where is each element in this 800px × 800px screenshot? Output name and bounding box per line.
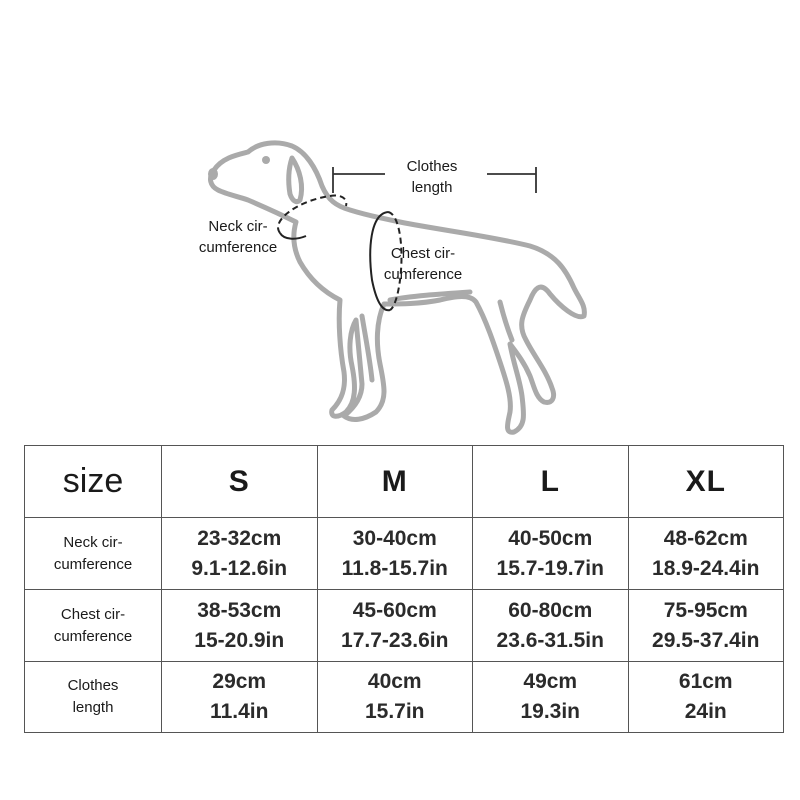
- size-chart-table: [24, 445, 784, 733]
- cell-cm: 40cm: [367, 670, 422, 693]
- cell-in: 11.8-15.7in: [341, 556, 448, 580]
- cell-in: 15.7-19.7in: [496, 556, 604, 580]
- cell-in: 24in: [684, 700, 727, 723]
- cell-length-xl: [628, 662, 784, 733]
- cell-in: 23.6-31.5in: [496, 628, 604, 652]
- cell-cm: 29cm: [212, 670, 267, 693]
- cell-cm: 60-80cm: [508, 598, 593, 622]
- dog-eye: [262, 156, 270, 164]
- table-row-neck: [25, 518, 784, 590]
- row-label-line2: cumference: [53, 555, 133, 573]
- cell-cm: 40-50cm: [508, 526, 593, 550]
- table-header-row: [25, 446, 784, 518]
- chest-label-line1: Chest cir-: [390, 245, 456, 262]
- size-xl-header: XL: [628, 446, 784, 518]
- cell-chest-m: [317, 590, 473, 662]
- clothes-label-line2: length: [411, 179, 453, 196]
- row-label-line1: Neck cir-: [63, 533, 123, 551]
- cell-neck-xl: [628, 518, 784, 590]
- cell-length-l: [473, 662, 629, 733]
- cell-neck-l: [473, 518, 629, 590]
- clothes-length-label: [386, 156, 478, 198]
- row-label-line2: length: [72, 699, 114, 716]
- row-label-line1: Clothes: [67, 677, 119, 694]
- cell-in: 29.5-37.4in: [652, 628, 760, 652]
- dog-nose: [208, 168, 218, 180]
- chest-label-line2: cumference: [383, 266, 463, 283]
- size-s-header: S: [162, 446, 318, 518]
- table-row-chest: [25, 590, 784, 662]
- row-label-line1: Chest cir-: [60, 605, 126, 623]
- chest-circumference-label: [372, 243, 474, 285]
- cell-neck-s: [162, 518, 318, 590]
- row-label-chest: [25, 590, 162, 662]
- size-header: size: [25, 446, 162, 518]
- neck-circumference-label: [184, 216, 292, 258]
- cell-cm: 61cm: [678, 670, 733, 693]
- cell-in: 15.7in: [364, 700, 425, 723]
- clothes-label-line1: Clothes: [406, 158, 458, 175]
- cell-chest-s: [162, 590, 318, 662]
- cell-length-m: [317, 662, 473, 733]
- cell-cm: 45-60cm: [352, 598, 437, 622]
- cell-in: 17.7-23.6in: [341, 628, 449, 652]
- row-label-line2: cumference: [53, 627, 133, 645]
- size-l-header: L: [473, 446, 629, 518]
- table-row-clothes-length: [25, 662, 784, 733]
- cell-in: 19.3in: [520, 700, 581, 723]
- row-label-neck: [25, 518, 162, 590]
- cell-cm: 48-62cm: [663, 526, 748, 550]
- cell-in: 9.1-12.6in: [191, 556, 288, 580]
- neck-label-line2: cumference: [198, 239, 278, 256]
- neck-label-line1: Neck cir-: [208, 218, 268, 235]
- cell-in: 18.9-24.4in: [652, 556, 760, 580]
- row-label-clothes-length: [25, 662, 162, 733]
- cell-cm: 23-32cm: [197, 526, 282, 550]
- cell-in: 15-20.9in: [194, 628, 285, 652]
- cell-cm: 30-40cm: [352, 526, 437, 550]
- cell-in: 11.4in: [210, 700, 269, 723]
- size-m-header: M: [317, 446, 473, 518]
- cell-cm: 49cm: [523, 670, 578, 693]
- cell-neck-m: [317, 518, 473, 590]
- cell-chest-xl: [628, 590, 784, 662]
- cell-cm: 38-53cm: [197, 598, 282, 622]
- cell-cm: 75-95cm: [663, 598, 748, 622]
- cell-chest-l: [473, 590, 629, 662]
- cell-length-s: [162, 662, 318, 733]
